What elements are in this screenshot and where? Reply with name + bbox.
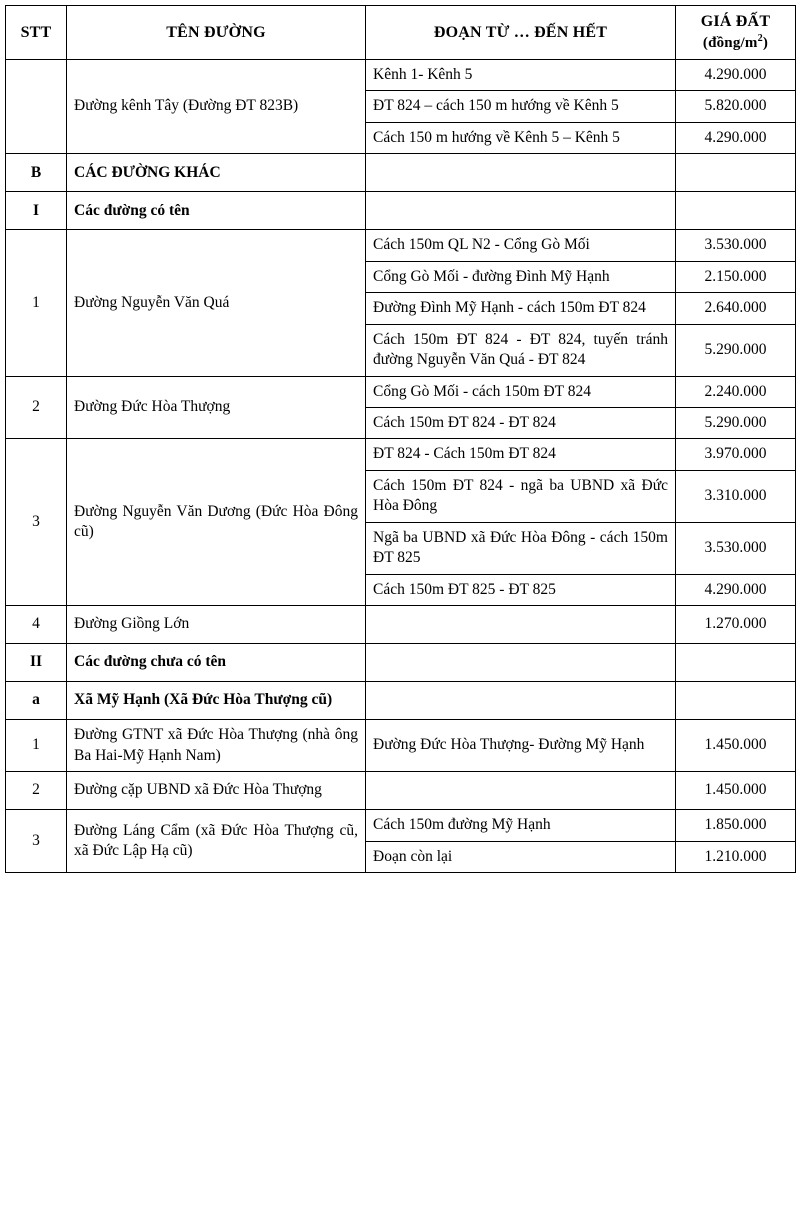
cell-segment [366,682,676,720]
cell-segment [366,644,676,682]
cell-price: 5.290.000 [676,324,796,376]
cell-stt: 3 [6,810,67,873]
cell-price: 4.290.000 [676,574,796,605]
cell-road-name: Xã Mỹ Hạnh (Xã Đức Hòa Thượng cũ) [67,682,366,720]
cell-price [676,192,796,230]
cell-stt: 1 [6,720,67,772]
table-row [6,682,796,720]
cell-segment: Cách 150m ĐT 825 - ĐT 825 [366,574,676,605]
cell-price: 3.530.000 [676,522,796,574]
cell-price: 3.970.000 [676,439,796,470]
cell-segment: Cách 150m đường Mỹ Hạnh [366,810,676,841]
cell-segment: ĐT 824 – cách 150 m hướng về Kênh 5 [366,91,676,122]
cell-price: 2.640.000 [676,293,796,324]
cell-stt: 1 [6,230,67,376]
cell-stt: 2 [6,772,67,810]
cell-road-name: Các đường có tên [67,192,366,230]
cell-stt: I [6,192,67,230]
cell-stt: II [6,644,67,682]
header-road-name: TÊN ĐƯỜNG [67,6,366,60]
cell-segment: Cách 150m ĐT 824 - ĐT 824 [366,407,676,438]
cell-price: 1.450.000 [676,720,796,772]
cell-segment [366,192,676,230]
cell-road-name: Đường kênh Tây (Đường ĐT 823B) [67,59,366,153]
cell-segment [366,772,676,810]
cell-stt: B [6,154,67,192]
cell-stt: 4 [6,606,67,644]
table-row [6,230,796,261]
cell-segment: Cách 150m ĐT 824 - ngã ba UBND xã Đức Hòa Đông [366,470,676,522]
header-stt: STT [6,6,67,60]
cell-price: 5.290.000 [676,407,796,438]
cell-segment: Cổng Gò Mối - đường Đình Mỹ Hạnh [366,261,676,292]
table-row [6,772,796,810]
cell-segment: Đoạn còn lại [366,841,676,872]
cell-stt [6,59,67,153]
cell-road-name: Đường GTNT xã Đức Hòa Thượng (nhà ông Ba Hai-Mỹ Hạnh Nam) [67,720,366,772]
cell-segment: Ngã ba UBND xã Đức Hòa Đông - cách 150m ĐT 825 [366,522,676,574]
header-row [6,6,796,60]
cell-road-name: Đường Nguyễn Văn Quá [67,230,366,376]
cell-segment: Kênh 1- Kênh 5 [366,59,676,90]
cell-segment [366,154,676,192]
cell-price [676,644,796,682]
cell-segment: Cổng Gò Mối - cách 150m ĐT 824 [366,376,676,407]
cell-road-name: Các đường chưa có tên [67,644,366,682]
cell-price [676,154,796,192]
cell-price: 1.270.000 [676,606,796,644]
cell-segment: Cách 150m ĐT 824 - ĐT 824, tuyến tránh đường Nguyễn Văn Quá - ĐT 824 [366,324,676,376]
table-row [6,810,796,841]
cell-segment [366,606,676,644]
table-row [6,606,796,644]
cell-road-name: Đường Láng Cẩm (xã Đức Hòa Thượng cũ, xã Đức Lập Hạ cũ) [67,810,366,873]
cell-stt: 3 [6,439,67,606]
header-segment: ĐOẠN TỪ … ĐẾN HẾT [366,6,676,60]
cell-price: 1.850.000 [676,810,796,841]
cell-price: 2.150.000 [676,261,796,292]
cell-price: 1.210.000 [676,841,796,872]
header-price-unit: $(đồng/m^2)$ [702,33,769,52]
table-body [6,59,796,872]
cell-price: 1.450.000 [676,772,796,810]
cell-road-name: Đường Nguyễn Văn Dương (Đức Hòa Đông cũ) [67,439,366,606]
table-row [6,192,796,230]
cell-road-name: Đường Đức Hòa Thượng [67,376,366,439]
cell-price: 4.290.000 [676,59,796,90]
cell-price [676,682,796,720]
cell-segment: Cách 150m QL N2 - Cổng Gò Mối [366,230,676,261]
cell-price: 5.820.000 [676,91,796,122]
table-row [6,59,796,90]
cell-price: 3.530.000 [676,230,796,261]
cell-segment: Đường Đức Hòa Thượng- Đường Mỹ Hạnh [366,720,676,772]
table-row [6,154,796,192]
cell-segment: Cách 150 m hướng về Kênh 5 – Kênh 5 [366,122,676,153]
header-price [676,6,796,60]
cell-road-name: Đường cặp UBND xã Đức Hòa Thượng [67,772,366,810]
cell-road-name: Đường Giồng Lớn [67,606,366,644]
cell-price: 3.310.000 [676,470,796,522]
cell-price: 4.290.000 [676,122,796,153]
cell-road-name: CÁC ĐƯỜNG KHÁC [67,154,366,192]
header-price-label: GIÁ ĐẤT [700,13,771,30]
land-price-table [5,5,796,873]
table-row [6,439,796,470]
cell-segment: ĐT 824 - Cách 150m ĐT 824 [366,439,676,470]
table-header [6,6,796,60]
cell-stt: 2 [6,376,67,439]
cell-price: 2.240.000 [676,376,796,407]
cell-segment: Đường Đình Mỹ Hạnh - cách 150m ĐT 824 [366,293,676,324]
table-row [6,644,796,682]
table-row [6,376,796,407]
cell-stt: a [6,682,67,720]
table-row [6,720,796,772]
